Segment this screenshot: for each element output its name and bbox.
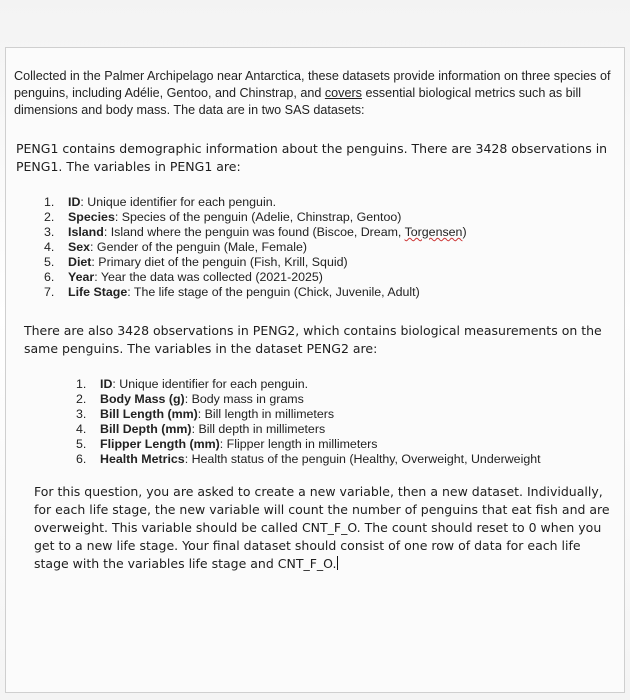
item-description: : Unique identifier for each penguin. [112,377,309,391]
item-description: : Species of the penguin (Adelie, Chinstrap, Gentoo) [114,210,402,224]
text-cursor [337,556,338,570]
list-item [44,210,467,225]
intro-text-before: Collected in the Palmer Archipelago near Antarctica, these datasets provide information on three species of penguins, including Adélie, Gentoo, and Chinstrap, and [14,69,611,100]
intro-underlined-word: covers [324,86,362,100]
item-term: Flipper Length (mm) [100,437,220,451]
list-item [44,270,467,285]
item-number: 6. [76,452,87,466]
item-number: 1. [44,195,55,209]
item-term: Species [68,210,115,224]
list-item [44,240,467,255]
item-number: 1. [76,377,87,391]
item-term: Sex [68,240,91,254]
item-number: 4. [44,240,55,254]
peng2-variable-list [76,377,541,467]
item-description-tail: ) [462,225,467,239]
item-term: ID [100,377,113,391]
list-item [44,225,467,240]
item-description: : Gender of the penguin (Male, Female) [90,240,307,254]
item-term: Bill Length (mm) [100,407,198,421]
item-number: 3. [44,225,55,239]
item-number: 2. [44,210,55,224]
item-term: Year [68,270,95,284]
peng1-variable-list [44,195,467,300]
item-number: 7. [44,285,55,299]
item-number: 4. [76,422,87,436]
list-item [44,285,467,300]
item-term: Body Mass (g) [100,392,185,406]
peng2-paragraph: There are also 3428 observations in PENG2, which contains biological measurements on the same penguins. The variables in the dataset PENG2 are: [24,323,602,356]
misspelled-word: Torgensen [404,225,463,239]
item-number: 5. [76,437,87,451]
list-item [76,377,541,392]
question-text: For this question, you are asked to create a new variable, then a new dataset. Individually, for each life stage, the new variable will count the number of penguins that eat fish and are overweight. This variable should be called CNT_F_O. The count should reset to 0 when you get to a new life stage. Your final dataset should consist of one row of data for each life stage with the variables life stage and CNT_F_O. [34,484,610,571]
item-description: : Bill depth in millimeters [191,422,326,436]
intro-paragraph [14,68,614,119]
item-description: : Bill length in millimeters [197,407,335,421]
item-description: : Flipper length in millimeters [219,437,378,451]
item-description: : Primary diet of the penguin (Fish, Krill, Squid) [91,255,348,269]
list-item [44,195,467,210]
list-item [76,422,541,437]
peng1-paragraph: PENG1 contains demographic information about the penguins. There are 3428 observations in PENG1. The variables in PENG1 are: [16,141,608,174]
item-description: : Health status of the penguin (Healthy, Overweight, Underweight [184,452,541,466]
item-description: : Island where the penguin was found (Biscoe, Dream, [103,225,405,239]
list-item [76,437,541,452]
item-description: : Unique identifier for each penguin. [80,195,277,209]
item-term: Health Metrics [100,452,185,466]
list-item [76,392,541,407]
item-term: Life Stage [68,285,128,299]
list-item [44,255,467,270]
item-number: 5. [44,255,55,269]
item-description: : Year the data was collected (2021-2025) [94,270,323,284]
item-description: : Body mass in grams [184,392,304,406]
question-paragraph[interactable] [34,483,614,573]
item-term: Diet [68,255,92,269]
item-number: 6. [44,270,55,284]
intro-text-after: essential biological metrics such as bill dimensions and body mass. The data are in two SAS datasets: [14,86,582,117]
item-term: Bill Depth (mm) [100,422,192,436]
item-term: ID [68,195,81,209]
item-description: : The life stage of the penguin (Chick, Juvenile, Adult) [127,285,420,299]
item-number: 2. [76,392,87,406]
list-item [76,452,541,467]
item-number: 3. [76,407,87,421]
list-item [76,407,541,422]
item-term: Island [68,225,104,239]
